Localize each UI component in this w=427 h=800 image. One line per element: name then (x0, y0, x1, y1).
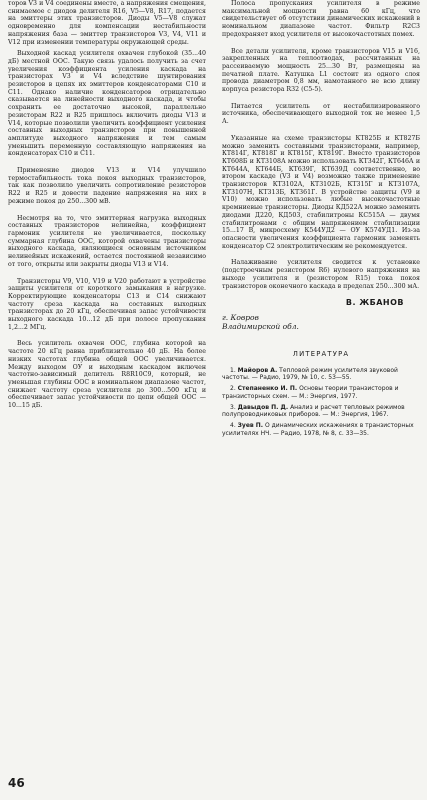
left-text-column (8, 0, 206, 410)
page-number: 46 (8, 776, 25, 790)
paragraph: Указанные на схеме транзисторы КТ825Б и КТ827Б можно заменить составными транзисторами, например, КТ814Г, КТ818Г и КТ815Г, КТ819Г. Вместо транзисторов КТ608Б и КТ3108А можно использовать КТ342Г, КТ646А и КТ644А, КТ644Б, КТ639Г, КТ639Д соответственно, во втором каскаде (V3 и V4) возможно также применение транзисторов КТ3102А, КТ3102Б, КТ315Г и КТ3107А, КТ3107Н, КТ313Б, КТ361Г. В устройстве защиты (V9 и V10) можно использовать любые высокочастотные кремниевые транзисторы. Диоды КД522А можно заменить диодами Д220, КД503, стабилитроны КС515А — двумя стабилитронами с общим напряжением стабилизации 15...17 В, микросхему К544УД2 — ОУ К574УД1. Из-за опасности увеличения коэффициента гармоник заменять конденсатор C2 электролитическим не рекомендуется. (222, 134, 420, 250)
reference-author: Степаненко И. П. (237, 385, 298, 393)
paragraph: Налаживание усилителя сводится к установке (подстроечным резистором R6) нулевого напряжения на выходе усилителя и (резистором R15) тока покоя транзисторов оконечного каскада в пределах 250...300 мА. (222, 259, 420, 290)
author-location (222, 313, 420, 331)
reference-text: Основы теории транзисторов и транзисторных схем. — М.: Энергия, 1977. (222, 385, 399, 400)
reference-item (222, 385, 420, 400)
reference-item (222, 422, 420, 437)
reference-author: Майоров А. (237, 366, 278, 374)
right-text-column (222, 0, 420, 441)
paragraph: Полоса пропускания усилителя в режиме максимальной мощности равна 60 кГц, что свидетельствует об отсутствии динамических искажений в номинальном диапазоне частот. Фильтр R2C3 предохраняет вход усилителя от высокочастотных помех. (222, 0, 420, 38)
paragraph: Выходной каскад усилителя охвачен глубокой (35...40 дБ) местной ООС. Такую связь удалось получить за счет увеличения коэффициента усиления каскада на транзисторах V3 и V4 вследствие шунтирования резисторов в цепях их эмиттеров конденсаторами C10 и C11. Однако наличие конденсаторов отрицательно сказывается на линейности выходного каскада, и чтобы сохранить ее достаточно высокой, параллельно резисторам R22 и R25 пришлось включить диоды V13 и V14, которые позволили увеличить коэффициент усиления составных выходных транзисторов при повышенной амплитуде выходного напряжения и тем самым уменьшить переменную составляющую напряжения на конденсаторах C10 и C11. (8, 50, 206, 158)
reference-author: Давыдов П. Д. (237, 403, 289, 411)
reference-item (222, 404, 420, 419)
author-signature: В. ЖБАНОВ (345, 298, 404, 308)
reference-text: Анализ и расчет тепловых режимов полупроводниковых приборов. — М.: Энергия, 1967. (222, 403, 405, 419)
reference-text: О динамических искажениях в транзисторных усилителях НЧ. — Радио, 1978, № 8, с. 33—35. (222, 422, 414, 437)
paragraph: торов V3 и V4 соединены вместе, а напряжения смещения, снимаемое с диодов делителя R16, V5—V8, R17, подается на эмиттеры этих транзисторов. Диоды V5—V8 служат одновременно для компенсации нестабильности напряжения база — эмиттер транзисторов V3, V4, V11 и V12 при изменении температуры окружающей среды. (8, 0, 206, 46)
location-city: г. Ковров (222, 312, 259, 322)
location-region: Владимирской обл. (222, 321, 299, 331)
paragraph: Несмотря на то, что эмиттерная нагрузка выходных составных транзисторов нелинейна, коэффициент гармоник усилителя не увеличивается, поскольку суммарная глубина ООС, которой охвачены транзисторы выходного каскада, являющиеся основным источником нелинейных искажений, остается постоянной независимо от того, открыты или закрыты диоды V13 и V14. (8, 214, 206, 268)
paragraph: Транзисторы V9, V10, V19 и V20 работают в устройстве защиты усилителя от короткого замыкания в нагрузке. Корректирующие конденсаторы C13 и C14 снижают частоту среза каскада на составных выходных транзисторах до 20 кГц, обеспечивая запас устойчивости выходного каскада 10...12 дБ при полосе пропускания 1,2...2 МГц. (8, 277, 206, 331)
paragraph: Все детали усилителя, кроме транзисторов V15 и V16, закрепленных на теплоотводах, рассчитанных на рассеиваемую мощность 25...30 Вт, размещены на печатной плате. Катушка L1 состоит из одного слоя провода диаметром 0,8 мм, намотанного не всю длину корпуса резистора R32 (C5-5). (222, 47, 420, 94)
reference-number: 1. (230, 366, 236, 374)
paragraph: Питается усилитель от нестабилизированного источника, обеспечивающего выходной ток не менее 1,5 А. (222, 102, 420, 126)
reference-item (222, 367, 420, 382)
reference-author: Зуев П. (237, 422, 264, 430)
paragraph: Весь усилитель охвачен ООС, глубина которой на частоте 20 кГц равна приблизительно 40 дБ. На более низких частотах глубина общей ООС увеличивается. Между выходом ОУ и выходным каскадом включен частотно-зависимый делитель R8R10C9, который, не уменьшая глубины ООС в номинальном диапазоне частот, снижает частоту среза усилителя до 300...500 кГц и обеспечивает запас устойчивости по цепи общей ООС — 10...15 дБ. (8, 340, 206, 410)
reference-number: 4. (230, 422, 236, 430)
literature-heading: ЛИТЕРАТУРА (292, 349, 350, 358)
reference-list (222, 367, 420, 437)
paragraph: Применение диодов V13 и V14 улучшило термостабильность тока покоя выходных транзисторов, так как позволило увеличить сопротивление резисторов R22 и R25 и довести падение напряжения на них в режиме покоя до 250...300 мВ. (8, 167, 206, 205)
reference-number: 3. (230, 403, 236, 411)
reference-text: Тепловой режим усилителя звуковой частоты. — Радио, 1979, № 10, с. 53—55. (222, 366, 398, 381)
reference-number: 2. (230, 385, 236, 393)
